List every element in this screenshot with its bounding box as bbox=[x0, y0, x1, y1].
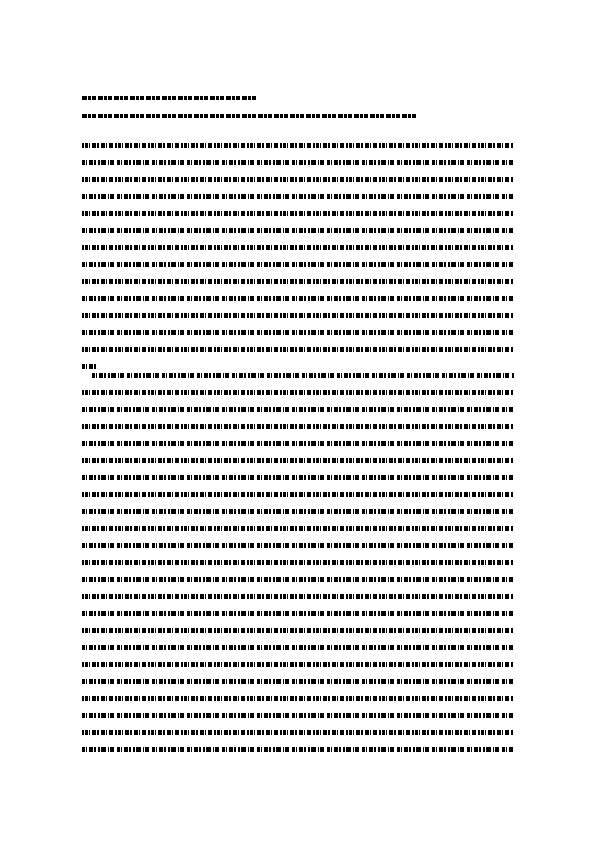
text-line bbox=[82, 245, 514, 250]
text-line bbox=[92, 373, 514, 378]
text-line bbox=[82, 628, 514, 633]
text-line bbox=[82, 441, 514, 446]
text-line bbox=[82, 424, 514, 429]
text-line bbox=[82, 347, 514, 352]
text-line bbox=[82, 364, 96, 369]
text-line bbox=[82, 228, 514, 233]
text-line bbox=[82, 594, 514, 599]
text-line bbox=[82, 407, 514, 412]
text-line bbox=[82, 475, 514, 480]
text-line bbox=[82, 390, 514, 395]
text-line bbox=[82, 143, 514, 148]
header-line-1 bbox=[82, 96, 258, 100]
text-line bbox=[82, 296, 514, 301]
paragraph-2 bbox=[82, 373, 514, 764]
text-line bbox=[82, 560, 514, 565]
text-line bbox=[82, 177, 514, 182]
header-line-2 bbox=[82, 114, 418, 118]
text-line bbox=[82, 160, 514, 165]
text-line bbox=[82, 509, 514, 514]
document-header bbox=[82, 96, 522, 132]
text-line bbox=[82, 279, 514, 284]
text-line bbox=[82, 696, 514, 701]
text-line bbox=[82, 330, 514, 335]
text-line bbox=[82, 526, 514, 531]
text-line bbox=[82, 679, 514, 684]
text-line bbox=[82, 543, 514, 548]
text-line bbox=[82, 713, 514, 718]
text-line bbox=[82, 645, 514, 650]
paragraph-1 bbox=[82, 143, 514, 381]
text-line bbox=[82, 262, 514, 267]
text-line bbox=[82, 662, 514, 667]
text-line bbox=[82, 611, 514, 616]
text-line bbox=[82, 492, 514, 497]
text-line bbox=[82, 194, 514, 199]
text-line bbox=[82, 747, 514, 752]
text-line bbox=[82, 313, 514, 318]
text-line bbox=[82, 730, 514, 735]
text-line bbox=[82, 211, 514, 216]
text-line bbox=[82, 577, 514, 582]
text-line bbox=[82, 458, 514, 463]
